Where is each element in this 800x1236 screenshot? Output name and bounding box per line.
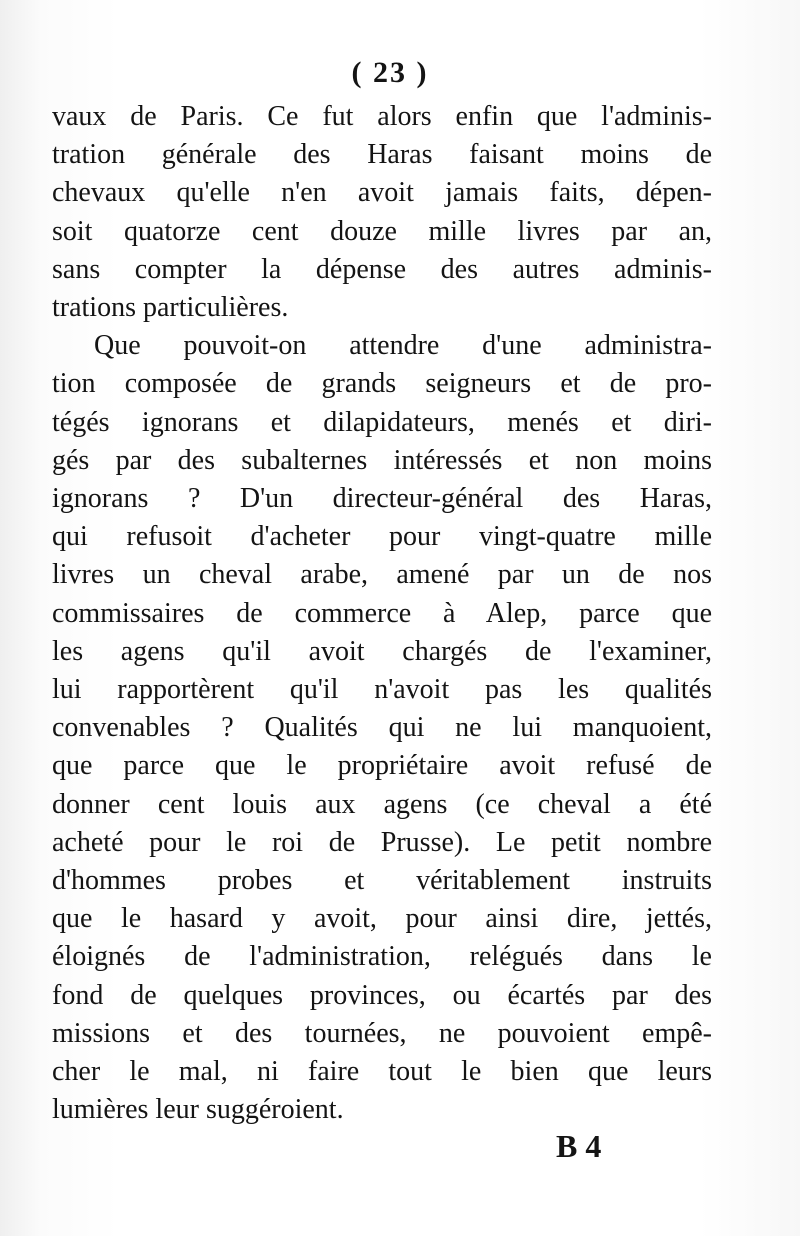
text-line: missions et des tournées, ne pouvoient empê- (52, 1017, 712, 1049)
page-number: ( 23 ) (351, 56, 429, 89)
text-line: commissaires de commerce à Alep, parce que (52, 597, 712, 629)
text-line: vaux de Paris. Ce fut alors enfin que l'adminis- (52, 101, 712, 132)
text-line: convenables ? Qualités qui ne lui manquoient, (52, 712, 712, 744)
body-text (52, 98, 712, 1129)
text-line: lui rapportèrent qu'il n'avoit pas les qualités (52, 674, 712, 706)
text-line: tration générale des Haras faisant moins de (52, 139, 712, 171)
signature-mark: B 4 (556, 1128, 602, 1164)
text-line: d'hommes probes et véritablement instruits (52, 865, 712, 897)
text-line: tégés ignorans et dilapidateurs, menés et diri- (52, 406, 712, 438)
text-line: qui refusoit d'acheter pour vingt-quatre mille (52, 521, 712, 553)
text-line: gés par des subalternes intéressés et non moins (52, 444, 712, 476)
text-line: que parce que le propriétaire avoit refusé de (52, 750, 712, 782)
text-line: les agens qu'il avoit chargés de l'examiner, (52, 635, 712, 667)
text-line: trations particulières. (52, 292, 289, 324)
text-line: ignorans ? D'un directeur-général des Haras, (52, 483, 712, 515)
text-line: acheté pour le roi de Prusse). Le petit nombre (52, 826, 712, 858)
text-line: livres un cheval arabe, amené par un de nos (52, 559, 712, 591)
text-line: tion composée de grands seigneurs et de pro- (52, 368, 712, 400)
text-line: soit quatorze cent douze mille livres par an, (52, 215, 712, 247)
text-line: cher le mal, ni faire tout le bien que leurs (52, 1056, 712, 1088)
text-line: fond de quelques provinces, ou écartés par des (52, 979, 712, 1011)
text-line: que le hasard y avoit, pour ainsi dire, jettés, (52, 903, 712, 935)
text-line: éloignés de l'administration, relégués dans le (52, 941, 712, 973)
text-line: donner cent louis aux agens (ce cheval a été (52, 788, 712, 820)
text-line: lumières leur suggéroient. (52, 1094, 344, 1126)
text-line: Que pouvoit-on attendre d'une administra- (94, 330, 712, 362)
text-line: chevaux qu'elle n'en avoit jamais faits, dépen- (52, 177, 712, 209)
text-line: sans compter la dépense des autres adminis- (52, 253, 712, 285)
